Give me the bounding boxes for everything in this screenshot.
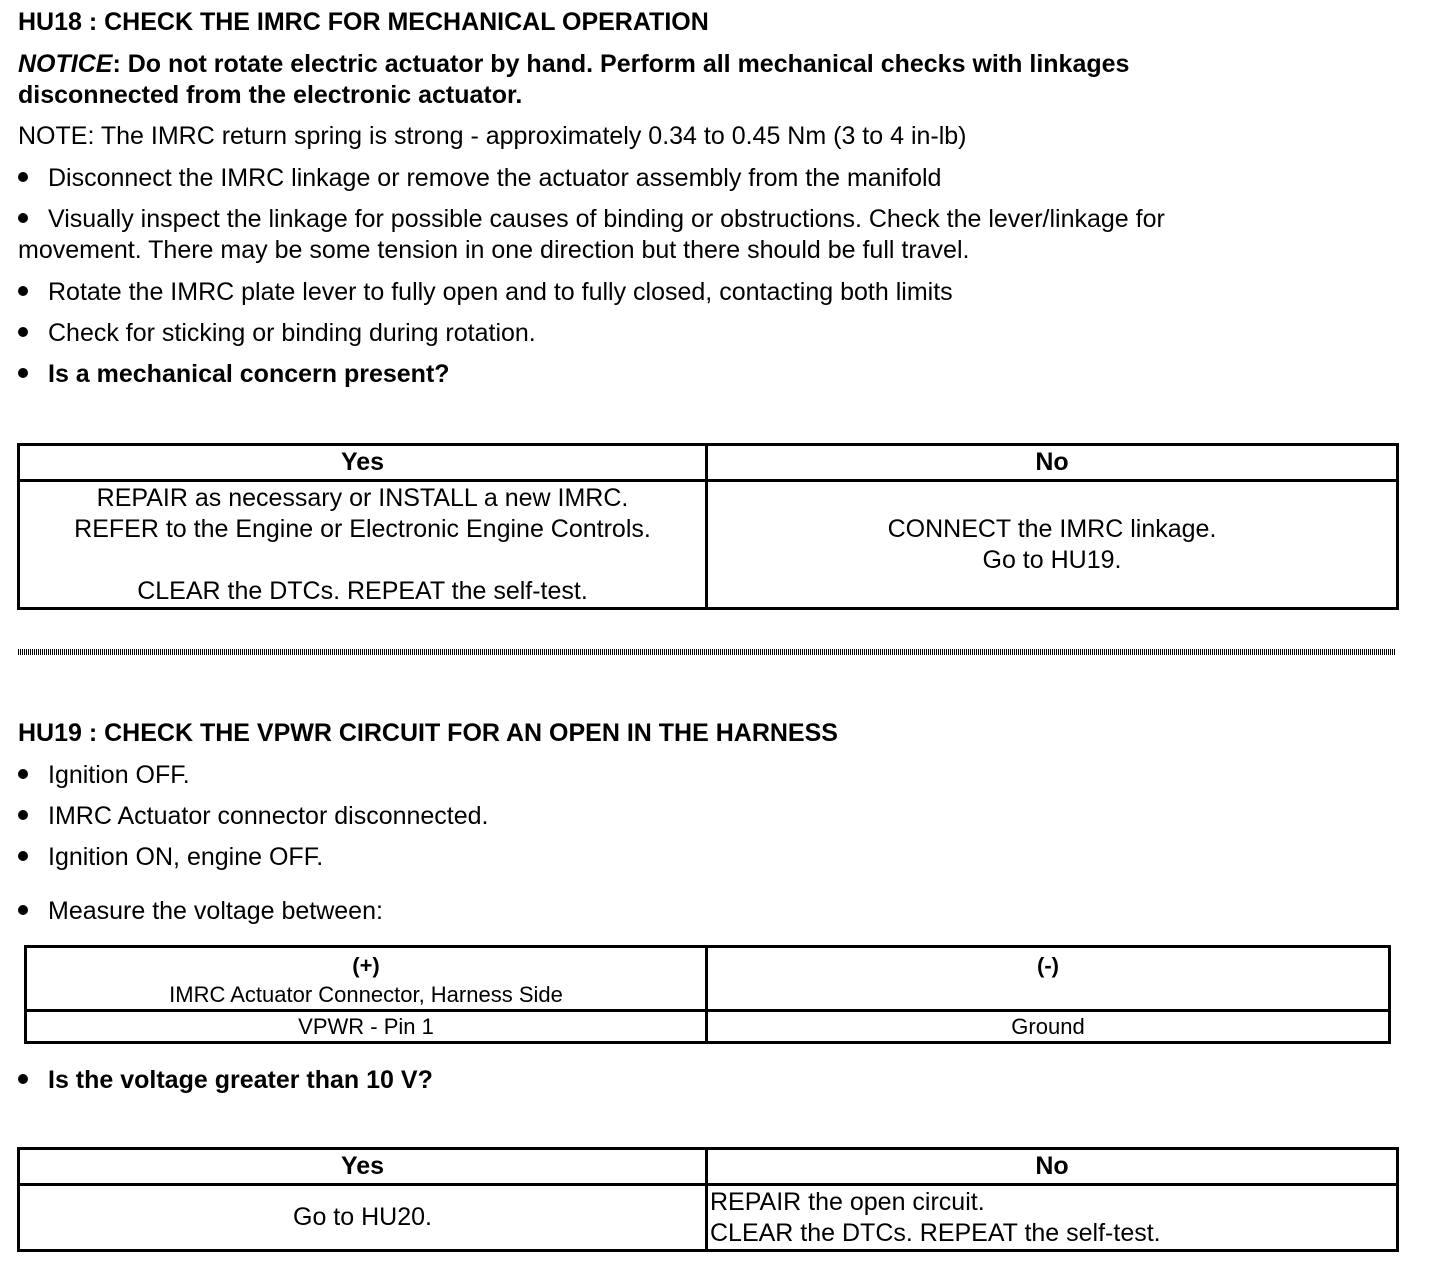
hu19-bullet-4: Measure the voltage between: (18, 897, 383, 926)
bullet-icon (18, 769, 28, 779)
bullet-icon (18, 851, 28, 861)
plus-header-cell (26, 947, 707, 1011)
hu18-bullet-2-continued: movement. There may be some tension in one direction but there should be full travel. (18, 236, 970, 264)
bullet-icon (18, 905, 28, 915)
bullet-icon (18, 810, 28, 820)
bullet-icon (18, 286, 28, 296)
minus-header: (-) (1037, 953, 1059, 978)
yes-header: Yes (19, 1149, 707, 1185)
hu19-bullet-2: IMRC Actuator connector disconnected. (18, 802, 489, 831)
hu19-question: Is the voltage greater than 10 V? (18, 1066, 433, 1095)
hu18-question: Is a mechanical concern present? (18, 360, 450, 389)
notice-text: : Do not rotate electric actuator by hand. Perform all mechanical checks with linkages (112, 50, 1130, 78)
minus-header-cell (707, 947, 1390, 1011)
hu18-bullet-3: Rotate the IMRC plate lever to fully open and to fully closed, contacting both limits (18, 278, 953, 307)
minus-value: Ground (707, 1011, 1390, 1043)
no-cell: CONNECT the IMRC linkage. Go to HU19. (707, 481, 1398, 609)
bullet-icon (18, 1074, 28, 1084)
hu19-title: HU19 : CHECK THE VPWR CIRCUIT FOR AN OPEN IN THE HARNESS (18, 719, 838, 747)
yes-cell: REPAIR as necessary or INSTALL a new IMRC. REFER to the Engine or Electronic Engine Controls. CLEAR the DTCs. REPEAT the self-test. (19, 481, 707, 609)
hu18-note: NOTE: The IMRC return spring is strong - approximately 0.34 to 0.45 Nm (3 to 4 in-lb) (18, 122, 967, 150)
measure-table (24, 945, 1391, 1044)
yes-cell: Go to HU20. (19, 1185, 707, 1251)
plus-header: (+) (352, 953, 380, 978)
bullet-icon (18, 327, 28, 337)
section-separator (18, 649, 1396, 655)
hu18-bullet-2: Visually inspect the linkage for possible causes of binding or obstructions. Check the lever/linkage for (18, 205, 1165, 234)
no-header: No (707, 1149, 1398, 1185)
plus-value: VPWR - Pin 1 (26, 1011, 707, 1043)
hu19-result-table (17, 1147, 1399, 1252)
notice-label: NOTICE (18, 50, 113, 78)
hu19-bullet-1: Ignition OFF. (18, 761, 190, 790)
hu18-bullet-4: Check for sticking or binding during rotation. (18, 319, 536, 348)
bullet-icon (18, 213, 28, 223)
hu19-bullet-3: Ignition ON, engine OFF. (18, 843, 323, 872)
bullet-icon (18, 368, 28, 378)
hu18-title: HU18 : CHECK THE IMRC FOR MECHANICAL OPERATION (18, 8, 709, 36)
hu18-notice-line2: disconnected from the electronic actuator. (18, 81, 523, 109)
no-header: No (707, 445, 1398, 481)
yes-header: Yes (19, 445, 707, 481)
plus-subheader: IMRC Actuator Connector, Harness Side (169, 982, 563, 1007)
hu18-result-table (17, 443, 1399, 610)
hu18-notice-line1 (18, 50, 1129, 79)
hu18-bullet-1: Disconnect the IMRC linkage or remove the actuator assembly from the manifold (18, 164, 941, 193)
bullet-icon (18, 172, 28, 182)
no-cell: REPAIR the open circuit. CLEAR the DTCs. REPEAT the self-test. (707, 1185, 1398, 1251)
